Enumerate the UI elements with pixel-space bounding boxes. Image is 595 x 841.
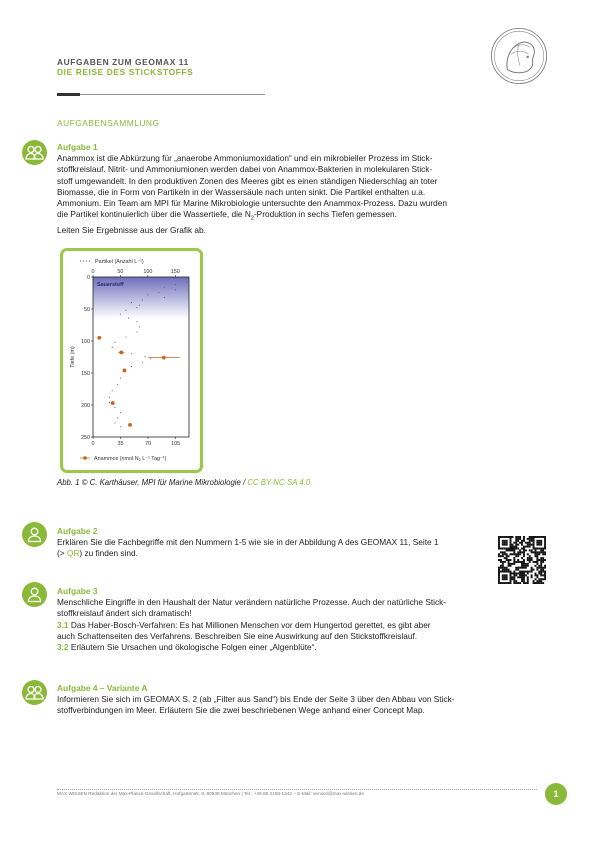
particle-point	[139, 326, 140, 327]
bottom-tick-label: 70	[145, 441, 152, 447]
page-number: 1	[545, 783, 567, 805]
bottom-tick-label: 105	[171, 441, 181, 447]
y-tick-label: 150	[81, 371, 90, 377]
particle-point	[120, 314, 121, 315]
bottom-tick-label: 35	[117, 441, 124, 447]
text-line: stoffverbindungen im Meer. Erläutern Sie die zwei beschriebenen Wege anhand einer Concept Map.	[57, 705, 425, 716]
footer-divider	[57, 789, 537, 790]
text-line: Leiten Sie Ergebnisse aus der Grafik ab.	[57, 225, 206, 236]
task-4-title: Aufgabe 4 – Variante A	[57, 683, 148, 693]
particle-point	[175, 284, 176, 285]
particle-point	[117, 384, 118, 385]
group-people-icon	[22, 140, 47, 165]
particle-point	[109, 402, 110, 403]
particle-point	[125, 337, 126, 338]
anammox-point	[162, 356, 166, 360]
anammox-point	[111, 401, 115, 405]
text-line: Biomasse, die in Form von Partikeln in der Wassersäule nach unten sinkt. Die Partikel enthalten u.a.	[57, 186, 426, 197]
task-1-title: Aufgabe 1	[57, 142, 98, 152]
particle-point	[186, 282, 187, 283]
anammox-point	[119, 351, 123, 355]
header-subtitle: DIE REISE DES STICKSTOFFS	[57, 67, 194, 77]
text-line: die Partikel kontinuierlich über die Wassertiefe, die $N_2$-Produktion in sechs Tiefen gemessen.	[57, 209, 397, 223]
task-3-title: Aufgabe 3	[57, 586, 98, 596]
y-axis-label: Tiefe (m)	[70, 346, 76, 368]
text-line: 3.1 Das Haber-Bosch-Verfahren: Es hat Millionen Menschen vor dem Hungertod gerettet, es gibt aber	[57, 619, 431, 630]
text-line: stoffkreislauf. Nitrit- und Ammoniumionen werden dabei von Anammox-Bakterien in molekularen Stick-	[57, 164, 433, 175]
particle-point	[125, 310, 126, 311]
top-tick-label: 150	[170, 269, 180, 275]
max-planck-minerva-logo	[490, 27, 548, 85]
task-4-text	[57, 694, 507, 717]
text-line: Informieren Sie sich im GEOMAX S. 2 (ab „Filter aus Sand“) bis Ende der Seite 3 über den Abbau von Stick-	[57, 694, 455, 704]
bottom-tick-label: 0	[91, 441, 95, 447]
section-title: AUFGABENSAMMLUNG	[57, 118, 160, 128]
task-2-title: Aufgabe 2	[57, 526, 98, 536]
particle-point	[109, 397, 110, 398]
particle-point	[150, 358, 151, 359]
top-tick-label: 100	[143, 269, 153, 275]
anammox-point	[123, 369, 127, 373]
particle-point	[175, 289, 176, 290]
anammox-legend-label: Anammox (nmol $N_2$ L⁻¹ Tag⁻¹)	[94, 456, 167, 463]
person-icon	[22, 582, 47, 607]
particle-point	[120, 378, 121, 379]
particle-point	[147, 294, 148, 295]
top-tick-label: 50	[117, 269, 124, 275]
particle-point	[131, 302, 132, 303]
text-line: Ammonium. Ein Team am MPI für Marine Mikrobiologie untersuchte den Anammox-Prozess. Dazu wurden	[57, 198, 447, 209]
particle-point	[142, 299, 143, 300]
qr-link[interactable]: QR	[66, 548, 80, 559]
particle-point	[114, 422, 115, 423]
figure-caption: Abb. 1 © C. Karthäuser, MPI für Marine Mikrobiologie / CC BY-NC-SA 4.0	[57, 478, 311, 487]
particle-point	[120, 426, 121, 427]
particle-point	[145, 356, 146, 357]
particle-point	[131, 366, 132, 367]
task-3-text	[57, 597, 502, 653]
anammox-depth-chart	[63, 251, 200, 470]
figure-frame	[60, 248, 203, 473]
particle-point	[128, 317, 129, 318]
header-rule-accent	[57, 93, 80, 96]
qr-code-icon[interactable]	[498, 536, 546, 584]
text-line: stoff umgewandelt. In den produktiven Zonen des Meeres gibt es einen ständigen Niederschlag an toter	[57, 175, 438, 186]
particle-point	[139, 305, 140, 306]
y-tick-label: 0	[87, 275, 90, 281]
text-line: 3.2 Erläutern Sie Ursachen und ökologische Folgen einer „Algenblüte“.	[57, 642, 317, 653]
person-icon	[22, 522, 47, 547]
particle-point	[142, 362, 143, 363]
task-1-text	[57, 153, 497, 237]
y-tick-label: 250	[81, 435, 90, 441]
license-link[interactable]: CC BY-NC-SA 4.0	[247, 478, 311, 487]
particles-legend-label: Partikel (Anzahl L⁻¹)	[95, 259, 144, 265]
text-line: auch Schattenseiten des Verfahrens. Beschreiben Sie eine Auswirkung auf den Stickstoffkreislauf.	[57, 630, 418, 641]
top-tick-label: 0	[91, 269, 95, 275]
particle-point	[114, 342, 115, 343]
text-line: Menschliche Eingriffe in den Haushalt der Natur verändern natürliche Prozesse. Auch der natürliche Stick-	[57, 597, 447, 607]
text-line: stoffkreislauf ändert sich dramatisch!	[57, 608, 192, 619]
text-line: Erklären Sie die Fachbegriffe mit den Nummern 1-5 wie sie in der Abbildung A des GEOMAX 11, Seite 1	[57, 537, 439, 547]
particle-point	[136, 331, 137, 332]
particle-point	[114, 407, 115, 408]
anammox-point	[97, 336, 101, 340]
header-rule	[80, 94, 265, 95]
y-tick-label: 200	[81, 403, 90, 409]
task-2-text	[57, 537, 497, 560]
particle-point	[164, 297, 165, 298]
footer-text: MAX WISSEN Redaktion der Max-Planck-Gesellschaft, Hofgartenstr. 8, 80539 München | Tel.: +49 89 2108-1342 – E-Mail: service@max-wissen.de	[57, 791, 364, 796]
particle-point	[131, 353, 132, 354]
particle-point	[136, 321, 137, 322]
particle-point	[120, 412, 121, 413]
group-people-icon	[22, 680, 47, 705]
header-title: AUFGABEN ZUM GEOMAX 11	[57, 57, 189, 67]
particle-point	[117, 417, 118, 418]
particle-point	[112, 347, 113, 348]
particle-point	[158, 292, 159, 293]
text-line: Anammox ist die Abkürzung für „anaerobe Ammoniumoxidation“ und ein mikrobieller Prozess im Stick-	[57, 153, 433, 163]
oxygen-zone-label: Sauerstoff	[97, 282, 124, 288]
text-line: (> QR) zu finden sind.	[57, 548, 138, 559]
anammox-point	[128, 423, 132, 427]
particle-point	[164, 287, 165, 288]
y-tick-label: 50	[84, 307, 90, 313]
particle-point	[136, 307, 137, 308]
particle-point	[112, 390, 113, 391]
y-tick-label: 100	[81, 339, 90, 345]
